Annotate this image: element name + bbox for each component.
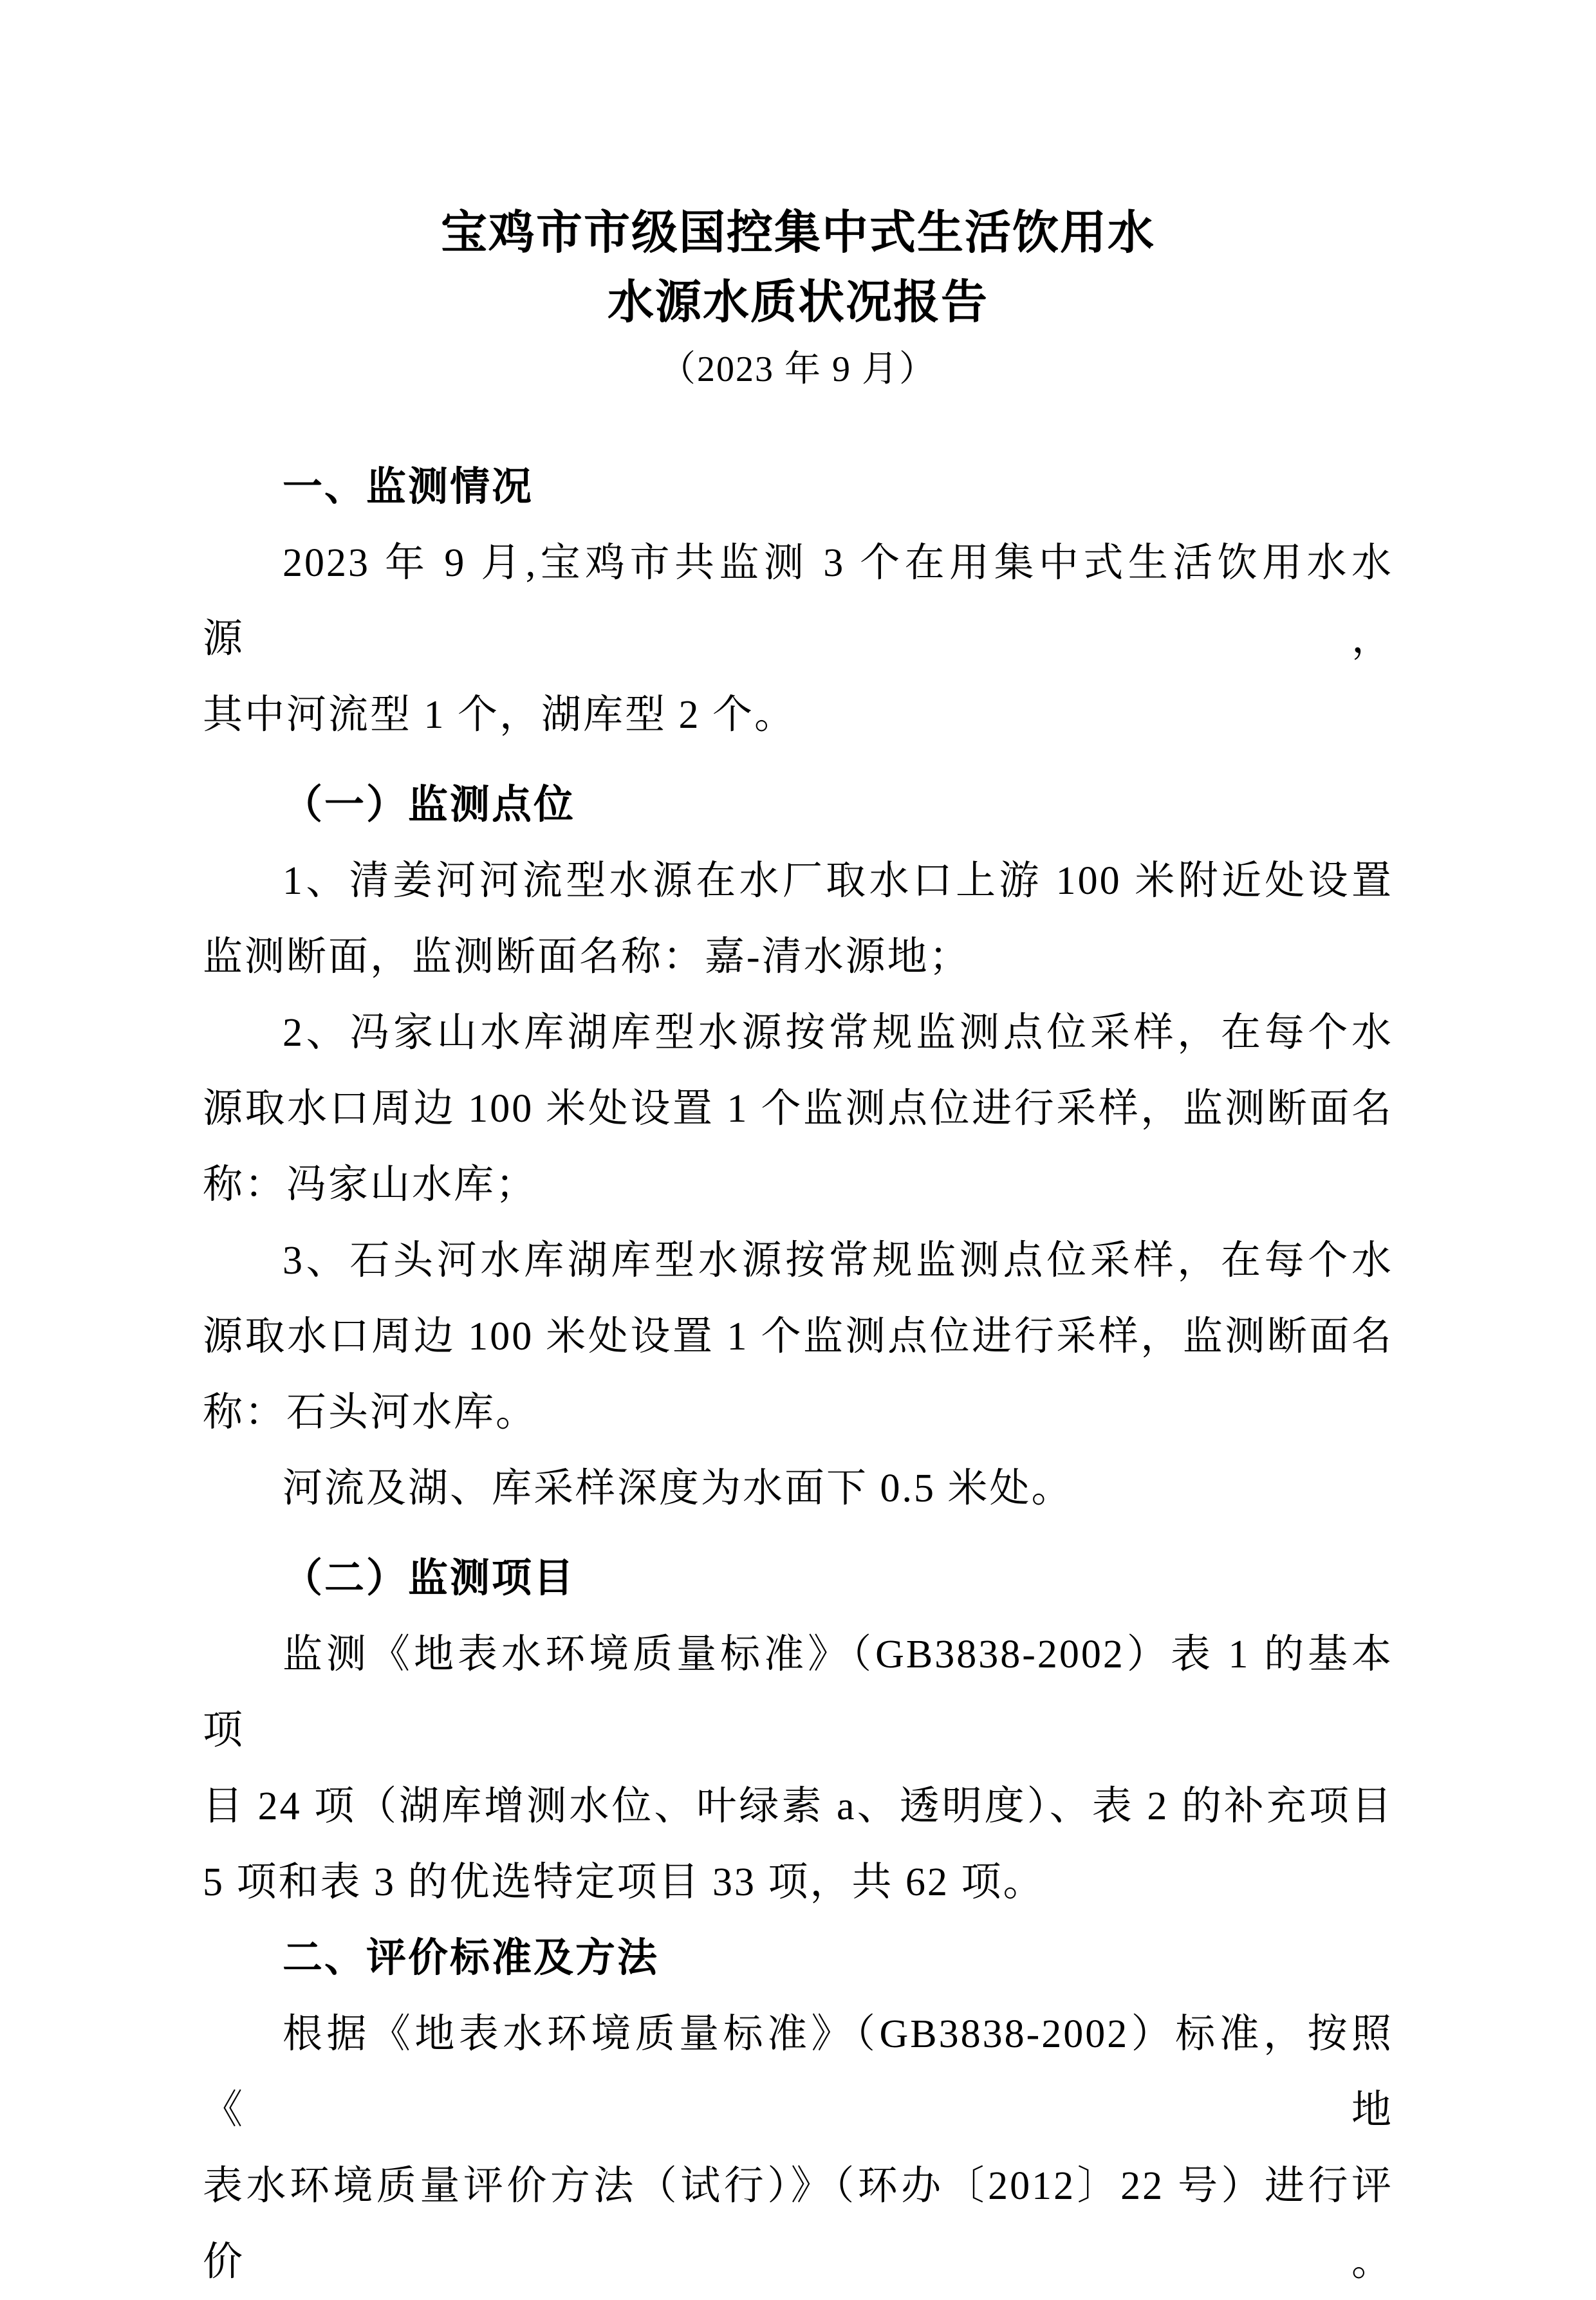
heading-text: （一）监测点位	[283, 783, 576, 827]
paragraph	[203, 995, 1393, 1223]
heading-text: 一、监测情况	[283, 465, 534, 509]
paragraph	[203, 843, 1393, 995]
document-body	[203, 449, 1393, 2300]
section-heading-block	[203, 449, 1393, 525]
paragraph-line: 表水环境质量评价方法（试行）》（环办〔2012〕22 号）进行评价。	[203, 2164, 1393, 2284]
report-title-line2: 水源水质状况报告	[607, 277, 988, 328]
paragraph-line: 根据《地表水环境质量标准》（GB3838-2002）标准，按照《地	[203, 2012, 1393, 2132]
paragraph-line: 5 项和表 3 的优选特定项目 33 项，共 62 项。	[203, 1860, 1045, 1904]
subsection-heading-block	[203, 1541, 1393, 1617]
paragraph-line: 监测断面，监测断面名称：嘉-清水源地；	[203, 935, 971, 979]
report-date: （2023 年 9 月）	[660, 349, 936, 389]
paragraph	[203, 525, 1393, 753]
paragraph-line: 称：石头河水库。	[203, 1391, 538, 1434]
heading-text: （二）监测项目	[283, 1557, 576, 1600]
subsection-heading-block	[203, 767, 1393, 843]
paragraph-line: 监测《地表水环境质量标准》（GB3838-2002）表 1 的基本项	[203, 1633, 1393, 1752]
paragraph-line: 源取水口周边 100 米处设置 1 个监测点位进行采样，监测断面名	[203, 1315, 1393, 1359]
heading-text: 二、评价标准及方法	[283, 1936, 660, 1980]
paragraph-line: 目 24 项（湖库增测水位、叶绿素 a、透明度）、表 2 的补充项目	[203, 1785, 1393, 1828]
paragraph-line: 其中河流型 1 个，湖库型 2 个。	[203, 693, 797, 737]
paragraph-line: 1、清姜河河流型水源在水厂取水口上游 100 米附近处设置	[283, 859, 1393, 903]
paragraph	[203, 1996, 1393, 2300]
paragraph	[203, 1223, 1393, 1451]
paragraph-line: 源取水口周边 100 米处设置 1 个监测点位进行采样，监测断面名	[203, 1087, 1393, 1131]
section-heading-block	[203, 1920, 1393, 1996]
paragraph-line: 称：冯家山水库；	[203, 1163, 538, 1207]
paragraph-line: 2、冯家山水库湖库型水源按常规监测点位采样，在每个水	[283, 1011, 1393, 1055]
paragraph	[203, 1617, 1393, 1920]
report-title-line1: 宝鸡市市级国控集中式生活饮用水	[440, 207, 1155, 259]
paragraph	[203, 1451, 1393, 1526]
paragraph-line: 3、石头河水库湖库型水源按常规监测点位采样，在每个水	[283, 1239, 1393, 1283]
paragraph-line: 河流及湖、库采样深度为水面下 0.5 米处。	[283, 1467, 1073, 1510]
paragraph-line: 2023 年 9 月,宝鸡市共监测 3 个在用集中式生活饮用水水源，	[203, 541, 1393, 661]
